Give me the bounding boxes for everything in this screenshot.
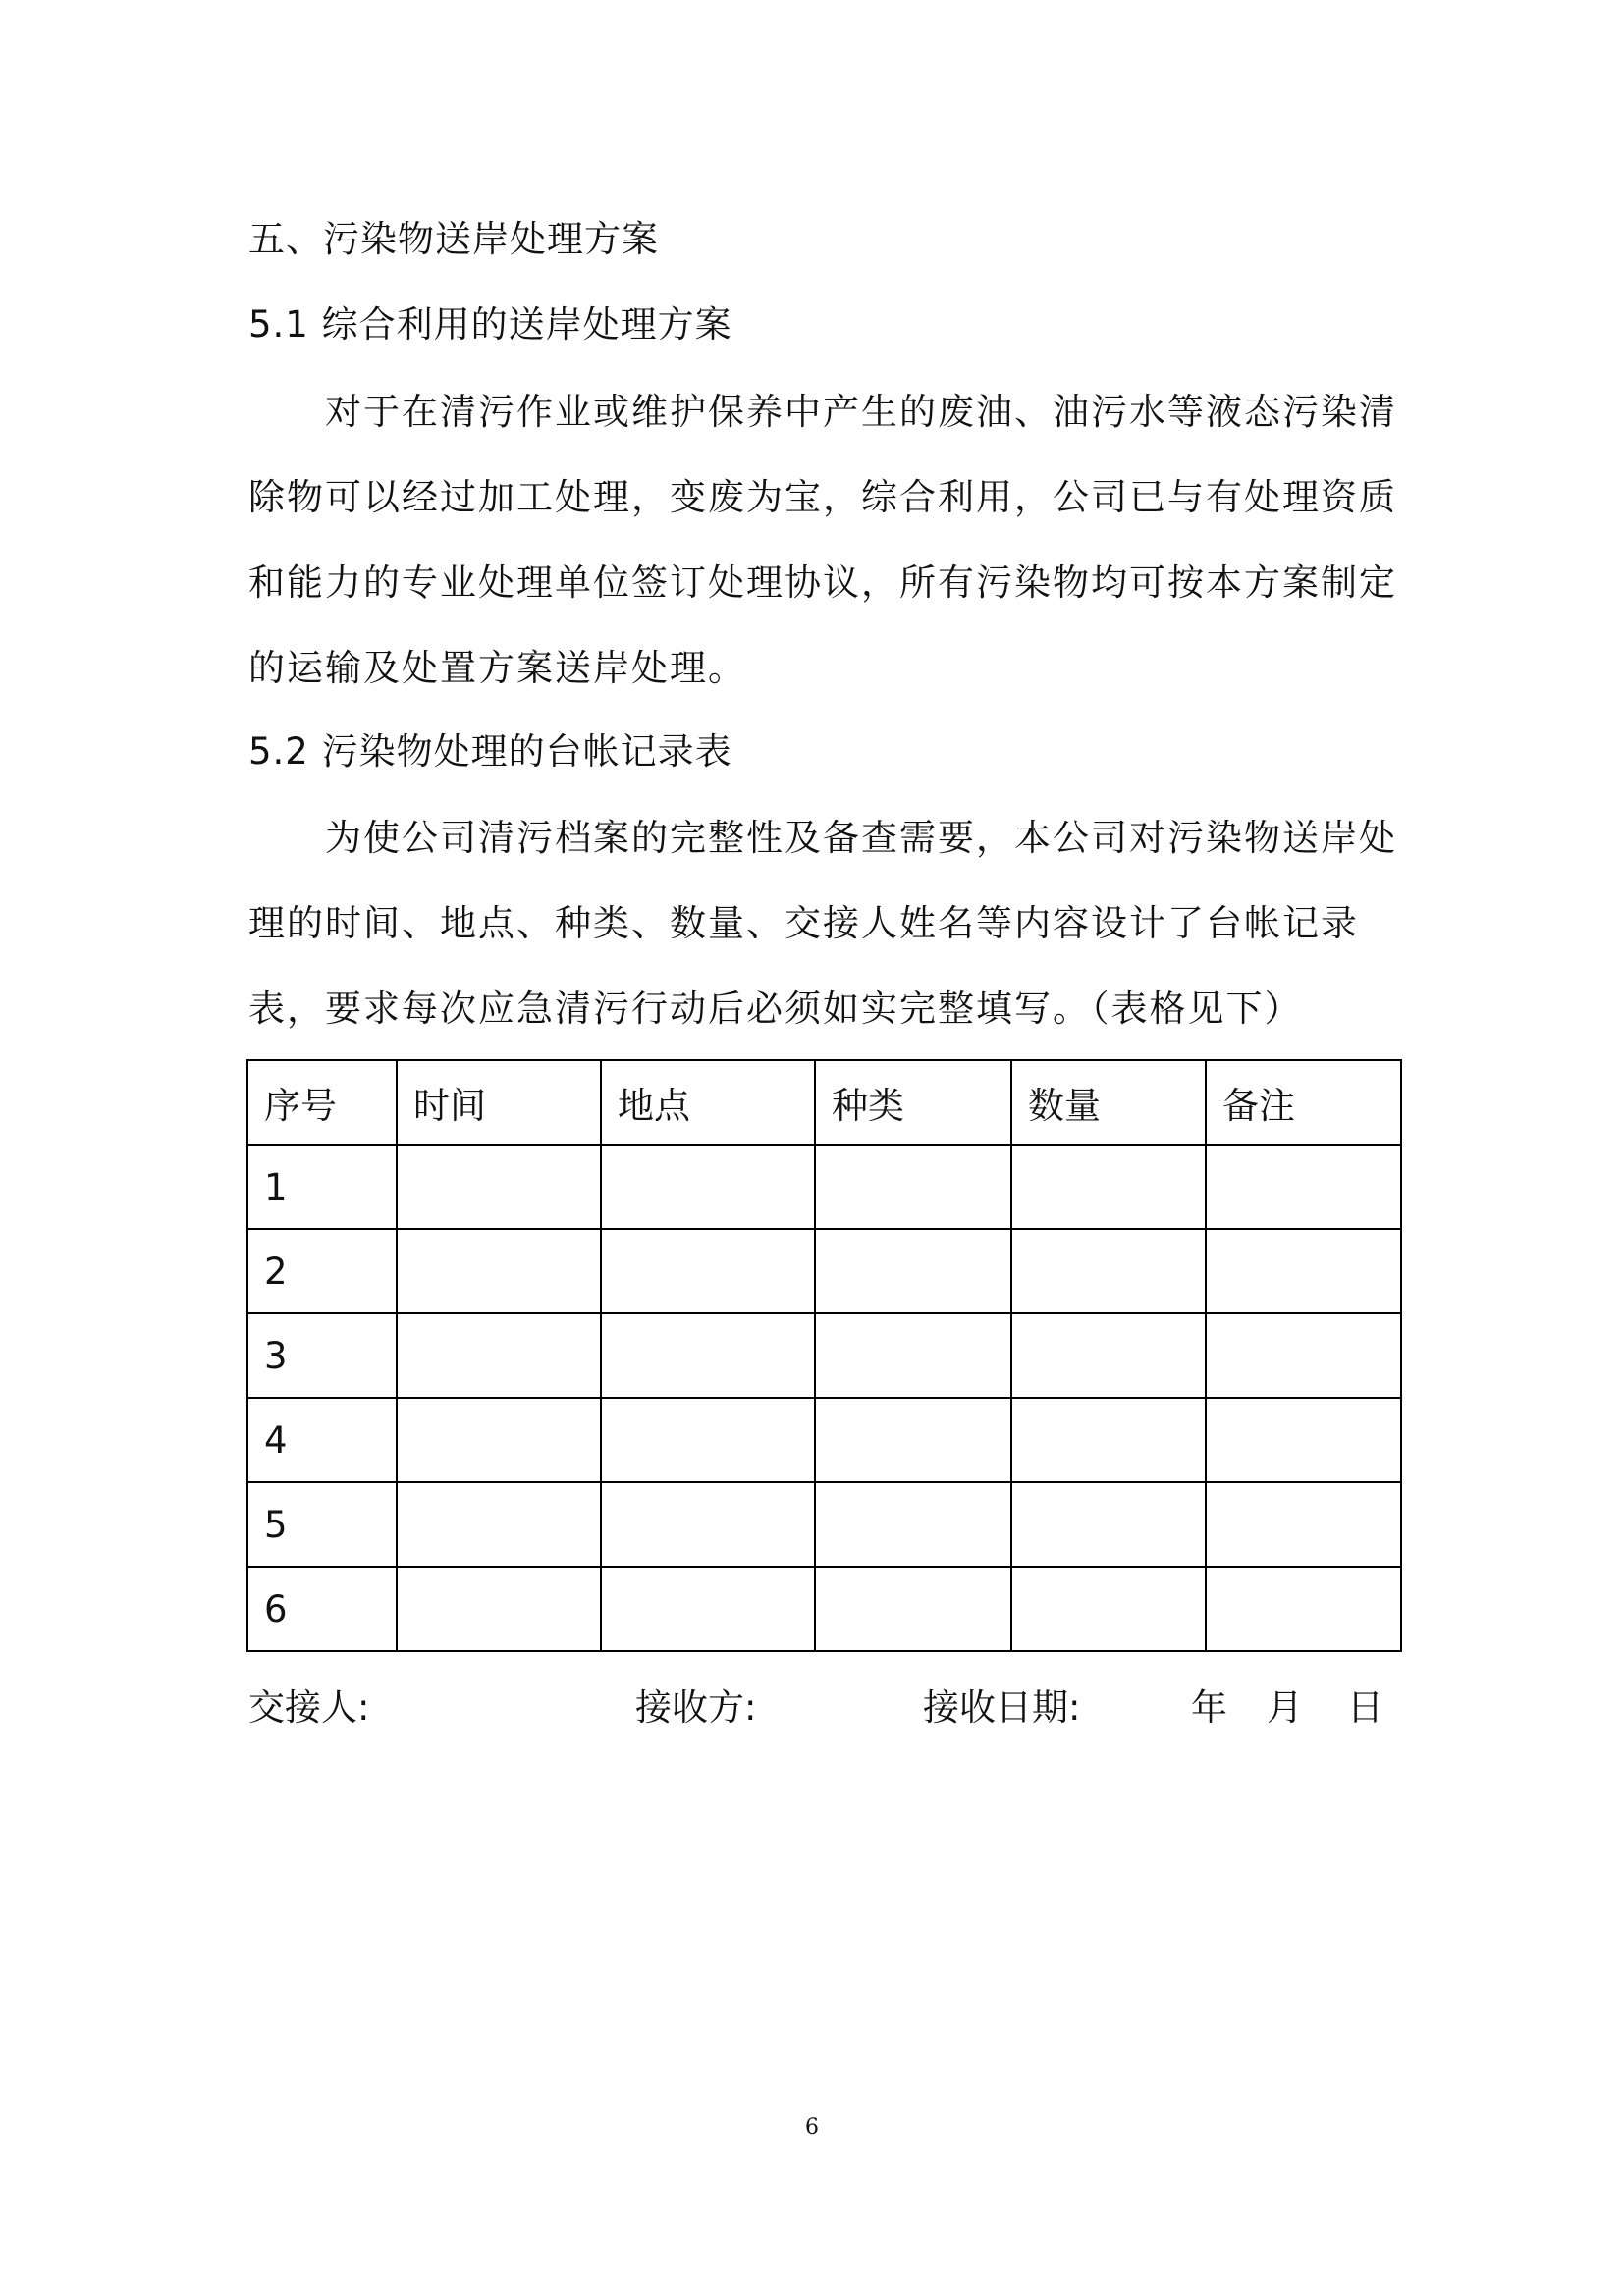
- table-cell: [1011, 1398, 1206, 1482]
- table-cell: [815, 1229, 1011, 1313]
- table-cell: [397, 1567, 601, 1651]
- handover-label: 交接人:: [248, 1686, 370, 1729]
- table-cell: [601, 1313, 815, 1398]
- date-day-label: 日: [1347, 1686, 1383, 1729]
- date-month-label: 月: [1267, 1686, 1303, 1729]
- table-cell: 4: [247, 1398, 397, 1482]
- table-row: [247, 1313, 1401, 1398]
- table-cell: [1011, 1145, 1206, 1229]
- paragraph-5-1: 对于在清污作业或维护保养中产生的废油、油污水等液态污染清除物可以经过加工处理，变废为宝，综合利用，公司已与有处理资质和能力的专业处理单位签订处理协议，所有污染物均可按本方案制定的运输及处置方案送岸处理。: [248, 391, 1397, 689]
- table-cell: [815, 1398, 1011, 1482]
- receiver-label: 接收方:: [635, 1686, 757, 1729]
- ledger-table: [246, 1059, 1402, 1652]
- table-cell: [815, 1482, 1011, 1567]
- column-header: 地点: [601, 1060, 815, 1145]
- table-cell: [397, 1313, 601, 1398]
- column-header: 数量: [1011, 1060, 1206, 1145]
- table-cell: [601, 1229, 815, 1313]
- table-row: [247, 1145, 1401, 1229]
- table-cell: [601, 1482, 815, 1567]
- subsection-heading-5-1: 5.1 综合利用的送岸处理方案: [248, 303, 732, 346]
- table-cell: 5: [247, 1482, 397, 1567]
- table-cell: [1011, 1482, 1206, 1567]
- table-cell: [1206, 1313, 1401, 1398]
- table-cell: [1206, 1229, 1401, 1313]
- section-heading: 五、污染物送岸处理方案: [248, 218, 659, 260]
- table-cell: [1206, 1567, 1401, 1651]
- paragraph-5-2: 为使公司清污档案的完整性及备查需要，本公司对污染物送岸处理的时间、地点、种类、数量、交接人姓名等内容设计了台帐记录表，要求每次应急清污行动后必须如实完整填写。（表格见下）: [248, 817, 1397, 1030]
- column-header: 序号: [247, 1060, 397, 1145]
- table-row: [247, 1229, 1401, 1313]
- table-cell: [601, 1398, 815, 1482]
- table-cell: [397, 1145, 601, 1229]
- table-cell: [397, 1398, 601, 1482]
- table-cell: [1011, 1313, 1206, 1398]
- table-cell: 1: [247, 1145, 397, 1229]
- table-cell: 6: [247, 1567, 397, 1651]
- table-cell: [397, 1229, 601, 1313]
- table-header-row: [247, 1060, 1401, 1145]
- table-cell: [815, 1567, 1011, 1651]
- table-cell: [1206, 1145, 1401, 1229]
- table-cell: 2: [247, 1229, 397, 1313]
- table-cell: [601, 1145, 815, 1229]
- receive-date-label: 接收日期:: [923, 1686, 1081, 1729]
- table-cell: [1206, 1398, 1401, 1482]
- table-row: [247, 1398, 1401, 1482]
- table-cell: [1011, 1567, 1206, 1651]
- table-cell: [815, 1145, 1011, 1229]
- page-number: 6: [805, 2115, 819, 2140]
- table-row: [247, 1567, 1401, 1651]
- table-cell: [815, 1313, 1011, 1398]
- column-header: 种类: [815, 1060, 1011, 1145]
- table-cell: [601, 1567, 815, 1651]
- table-cell: [1011, 1229, 1206, 1313]
- table-cell: [397, 1482, 601, 1567]
- table-row: [247, 1482, 1401, 1567]
- table-cell: 3: [247, 1313, 397, 1398]
- table-cell: [1206, 1482, 1401, 1567]
- subsection-heading-5-2: 5.2 污染物处理的台帐记录表: [248, 730, 732, 773]
- column-header: 时间: [397, 1060, 601, 1145]
- column-header: 备注: [1206, 1060, 1401, 1145]
- date-year-label: 年: [1191, 1686, 1227, 1729]
